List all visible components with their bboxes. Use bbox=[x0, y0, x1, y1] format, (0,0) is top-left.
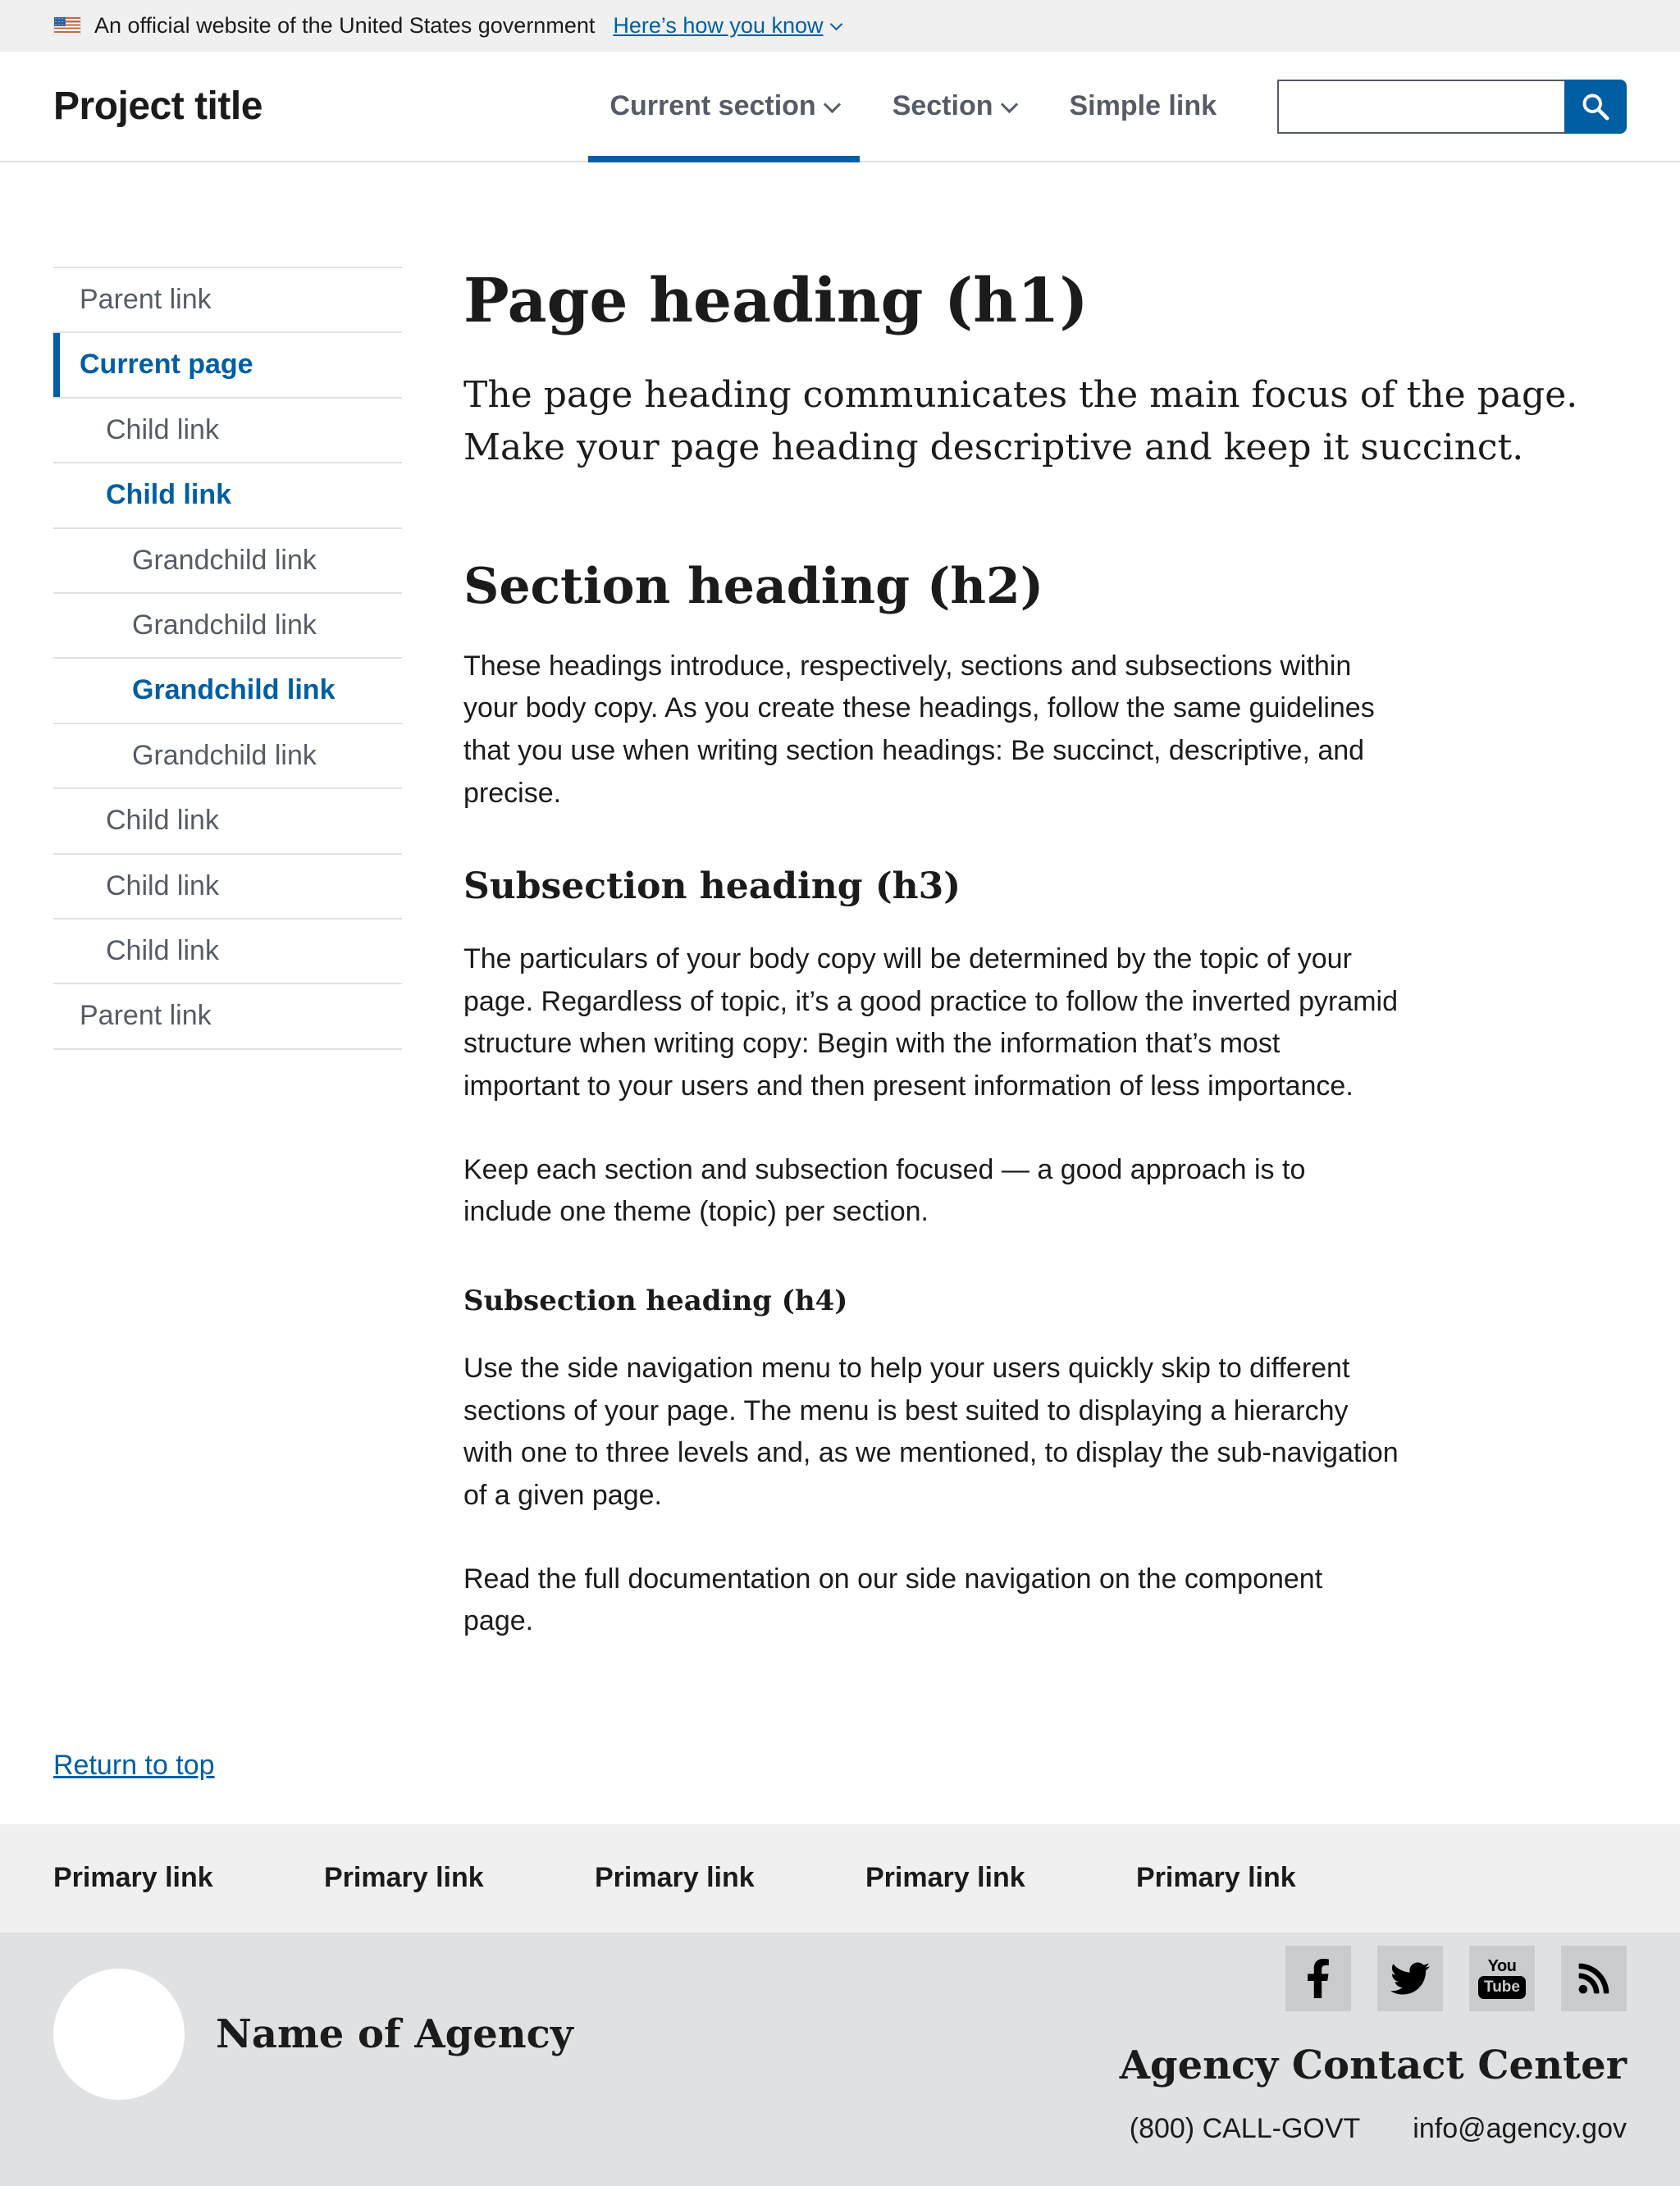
footer-primary-nav bbox=[0, 1824, 1680, 1933]
chevron-down-icon bbox=[1000, 95, 1017, 112]
subsection-paragraph: Keep each section and subsection focused — a good approach is to include one theme (topic) per section. bbox=[463, 1153, 1306, 1228]
nav-item[interactable] bbox=[871, 52, 1037, 161]
contact-info bbox=[1130, 2113, 1627, 2145]
subsection-paragraph: Read the full documentation on our side navigation on the component page. bbox=[463, 1563, 1323, 1637]
subsection-heading-h4: Subsection heading (h4) bbox=[463, 1285, 848, 1318]
footer-primary-link[interactable]: Primary link bbox=[1136, 1862, 1296, 1894]
social-links bbox=[1285, 1946, 1627, 2011]
footer-contact-block bbox=[1120, 1946, 1627, 2145]
sidenav-link[interactable]: Child link bbox=[106, 479, 231, 511]
section-paragraph: These headings introduce, respectively, sections and subsections within your body copy. As you create these headings, follow the same guidelines that you use when writing section headings: Be succinct, descriptive, and precise. bbox=[463, 650, 1375, 809]
sidenav-item bbox=[53, 853, 402, 918]
subsection-paragraph: Use the side navigation menu to help your users quickly skip to different sections of your page. The menu is best suited to displaying a hierarchy with one to three levels and, as we mentioned, to display the sub-navigation of a given page. bbox=[463, 1352, 1399, 1511]
agency-name: Name of Agency bbox=[216, 2010, 573, 2057]
side-navigation-list bbox=[53, 267, 402, 1050]
contact-phone-link[interactable]: (800) CALL-GOVT bbox=[1129, 2112, 1361, 2144]
section-heading: Section heading (h2) bbox=[463, 557, 1044, 615]
sidenav-item bbox=[53, 657, 402, 722]
sidenav-link[interactable]: Grandchild link bbox=[132, 674, 336, 706]
search-button[interactable] bbox=[1564, 80, 1627, 134]
sidenav-item bbox=[53, 527, 402, 592]
nav-item-label: Section bbox=[892, 90, 993, 121]
agency-logo bbox=[53, 1969, 185, 2100]
facebook-icon[interactable] bbox=[1285, 1946, 1351, 2011]
sidenav-link[interactable]: Grandchild link bbox=[132, 544, 317, 576]
chevron-down-icon bbox=[824, 95, 841, 112]
sidenav-link[interactable]: Parent link bbox=[80, 1000, 212, 1032]
return-to-top-wrap bbox=[0, 1643, 1680, 1824]
chevron-down-icon bbox=[829, 18, 842, 31]
side-navigation bbox=[53, 267, 402, 1050]
sidenav-link[interactable]: Child link bbox=[106, 869, 219, 901]
search-icon bbox=[1581, 92, 1610, 121]
us-flag-icon bbox=[53, 16, 81, 35]
sidenav-item bbox=[53, 983, 402, 1049]
subsection-heading-h3: Subsection heading (h3) bbox=[463, 865, 961, 908]
sidenav-link[interactable]: Child link bbox=[106, 805, 219, 837]
sidenav-item bbox=[53, 592, 402, 657]
site-header bbox=[0, 52, 1680, 162]
nav-item[interactable] bbox=[1048, 52, 1239, 161]
agency-identity bbox=[53, 1969, 573, 2100]
page-heading: Page heading (h1) bbox=[463, 266, 1089, 336]
sidenav-item bbox=[53, 918, 402, 983]
search-form bbox=[1277, 80, 1627, 134]
footer-primary-link[interactable]: Primary link bbox=[324, 1862, 484, 1894]
footer-secondary-section bbox=[0, 1933, 1680, 2186]
main-content bbox=[463, 267, 1627, 1643]
site-footer bbox=[0, 1824, 1680, 2186]
return-to-top-link[interactable]: Return to top bbox=[53, 1749, 215, 1781]
sidenav-link[interactable]: Grandchild link bbox=[132, 609, 317, 641]
intro-paragraph: The page heading communicates the main focus of the page. Make your page heading descriptive and keep it succinct. bbox=[463, 374, 1578, 469]
sidenav-item bbox=[53, 462, 402, 527]
twitter-icon[interactable] bbox=[1377, 1946, 1443, 2011]
sidenav-item bbox=[53, 397, 402, 462]
gov-banner-text: An official website of the United States government bbox=[94, 13, 596, 38]
sidenav-item bbox=[53, 787, 402, 852]
subsection-paragraph: The particulars of your body copy will be determined by the topic of your page. Regardless of topic, it’s a good practice to follow the inverted pyramid structure when writing copy: Begin with the information that’s most important to your users and then present information of less importance. bbox=[463, 943, 1398, 1102]
sidenav-item bbox=[53, 267, 402, 331]
contact-email-link[interactable]: info@agency.gov bbox=[1413, 2112, 1627, 2144]
sidenav-link[interactable]: Child link bbox=[106, 934, 219, 966]
nav-item-label: Simple link bbox=[1069, 90, 1217, 121]
nav-item-label: Current section bbox=[609, 90, 816, 121]
nav-item[interactable] bbox=[588, 52, 859, 161]
site-title[interactable]: Project title bbox=[53, 84, 262, 128]
youtube-icon[interactable]: You Tube bbox=[1469, 1946, 1535, 2011]
banner-link-label: Here’s how you know bbox=[613, 13, 824, 38]
sidenav-link[interactable]: Parent link bbox=[80, 284, 212, 315]
footer-primary-link[interactable]: Primary link bbox=[865, 1862, 1025, 1894]
main-layout bbox=[0, 267, 1680, 1643]
primary-nav bbox=[588, 52, 1238, 161]
rss-icon[interactable] bbox=[1561, 1946, 1627, 2011]
sidenav-item bbox=[53, 331, 402, 396]
sidenav-link[interactable]: Child link bbox=[106, 413, 219, 445]
contact-center-heading: Agency Contact Center bbox=[1119, 2042, 1627, 2088]
sidenav-link[interactable]: Grandchild link bbox=[132, 739, 317, 771]
banner-how-you-know-link[interactable] bbox=[613, 13, 840, 39]
sidenav-item bbox=[53, 723, 402, 787]
search-input[interactable] bbox=[1277, 80, 1564, 134]
sidenav-link[interactable]: Current page bbox=[53, 333, 402, 396]
footer-primary-link[interactable]: Primary link bbox=[53, 1862, 213, 1894]
gov-banner bbox=[0, 0, 1680, 52]
footer-primary-link[interactable]: Primary link bbox=[595, 1862, 755, 1894]
